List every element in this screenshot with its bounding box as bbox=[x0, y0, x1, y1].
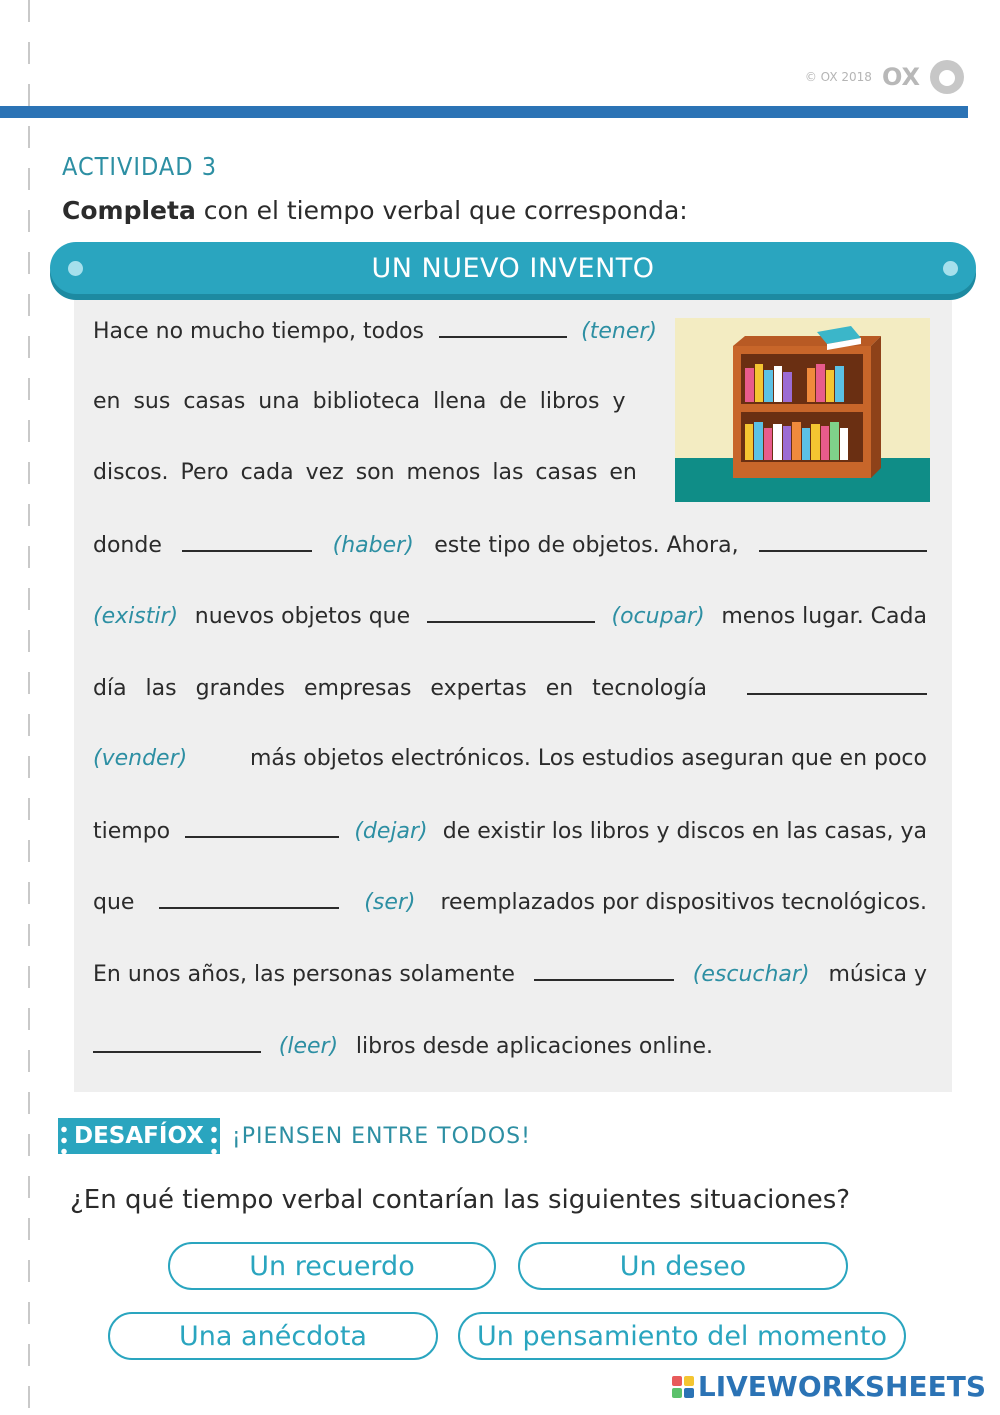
story-text-segment: más objetos electrónicos. Los estudios aseguran que en poco bbox=[249, 746, 927, 771]
blank-vender[interactable] bbox=[747, 675, 927, 695]
story-text-segment: nuevos objetos que bbox=[194, 604, 411, 629]
story-line-5 bbox=[93, 603, 927, 633]
liveworksheets-logo[interactable] bbox=[672, 1370, 986, 1403]
blank-escuchar[interactable] bbox=[534, 961, 674, 981]
blank-tener[interactable] bbox=[439, 318, 567, 338]
story-text-segment: reemplazados por dispositivos tecnológicos. bbox=[440, 890, 927, 915]
liveworksheets-text: LIVEWORKSHEETS bbox=[697, 1370, 986, 1403]
story-text-segment: tiempo bbox=[93, 819, 171, 844]
verb-hint: (ser) bbox=[364, 890, 416, 915]
story-line-10 bbox=[93, 961, 927, 991]
challenge-badge: DESAFÍOX bbox=[58, 1118, 220, 1154]
blank-existir[interactable] bbox=[759, 532, 927, 552]
option-pensamiento[interactable]: Un pensamiento del momento bbox=[458, 1312, 906, 1360]
copyright-text: © OX 2018 bbox=[804, 70, 872, 84]
bookshelf-illustration bbox=[675, 318, 930, 502]
option-deseo[interactable]: Un deseo bbox=[518, 1242, 848, 1290]
sheep-logo-icon bbox=[930, 60, 964, 94]
verb-hint: (vender) bbox=[93, 746, 188, 771]
story-line-6 bbox=[93, 675, 927, 705]
instruction bbox=[62, 196, 688, 225]
story-line-11 bbox=[93, 1033, 713, 1063]
blank-ocupar[interactable] bbox=[427, 603, 595, 623]
story-title: UN NUEVO INVENTO bbox=[371, 252, 655, 284]
option-anecdota[interactable]: Una anécdota bbox=[108, 1312, 438, 1360]
story-text-segment: en sus casas una biblioteca llena de libros y bbox=[93, 389, 626, 414]
banner-dot-left bbox=[68, 261, 83, 276]
publisher-brand bbox=[805, 60, 964, 94]
story-text-segment: Hace no mucho tiempo, todos bbox=[93, 319, 424, 344]
instruction-verb: Completa bbox=[62, 196, 196, 225]
story-text-segment: donde bbox=[93, 533, 162, 558]
option-recuerdo[interactable]: Un recuerdo bbox=[168, 1242, 496, 1290]
story-text-segment: libros desde aplicaciones online. bbox=[355, 1034, 713, 1059]
activity-label: ACTIVIDAD 3 bbox=[62, 152, 218, 181]
story-line-8 bbox=[93, 818, 927, 848]
story-line-7 bbox=[93, 746, 927, 776]
blank-haber[interactable] bbox=[182, 532, 312, 552]
story-line-3 bbox=[93, 460, 657, 490]
bookshelf-icon bbox=[675, 318, 930, 502]
blank-ser[interactable] bbox=[159, 889, 339, 909]
challenge-question: ¿En qué tiempo verbal contarían las siguientes situaciones? bbox=[70, 1185, 851, 1215]
story-text-segment: menos lugar. Cada bbox=[721, 604, 927, 629]
verb-hint: (existir) bbox=[93, 604, 179, 629]
story-text-segment: discos. Pero cada vez son menos las casas en bbox=[93, 460, 637, 485]
title-banner bbox=[50, 242, 976, 294]
story-text-segment: de existir los libros y discos en las casas, ya bbox=[442, 819, 927, 844]
story-line-4 bbox=[93, 532, 927, 562]
verb-hint: (ocupar) bbox=[611, 604, 705, 629]
verb-hint: (tener) bbox=[581, 319, 657, 344]
blank-leer[interactable] bbox=[93, 1033, 261, 1053]
challenge-subtitle: ¡PIENSEN ENTRE TODOS! bbox=[231, 1123, 531, 1149]
challenge-header bbox=[58, 1118, 531, 1154]
verb-hint: (haber) bbox=[332, 533, 414, 558]
story-text-segment: que bbox=[93, 890, 135, 915]
story-line-9 bbox=[93, 889, 927, 919]
story-text-segment: este tipo de objetos. Ahora, bbox=[434, 533, 739, 558]
verb-hint: (leer) bbox=[278, 1034, 339, 1059]
binder-margin-line bbox=[28, 0, 30, 1415]
instruction-text: con el tiempo verbal que corresponda: bbox=[195, 196, 688, 225]
verb-hint: (escuchar) bbox=[692, 962, 810, 987]
header-bar bbox=[0, 106, 968, 118]
blank-dejar[interactable] bbox=[185, 818, 339, 838]
story-text-segment: En unos años, las personas solamente bbox=[93, 962, 515, 987]
story-line-1 bbox=[93, 318, 657, 348]
banner-dot-right bbox=[943, 261, 958, 276]
brand-logo-text: OX bbox=[881, 63, 920, 91]
story-text-segment: música y bbox=[828, 962, 927, 987]
story-line-2 bbox=[93, 389, 657, 419]
liveworksheets-mark-icon bbox=[672, 1376, 694, 1398]
verb-hint: (dejar) bbox=[354, 819, 428, 844]
story-text-segment: día las grandes empresas expertas en tecnología bbox=[93, 676, 707, 701]
